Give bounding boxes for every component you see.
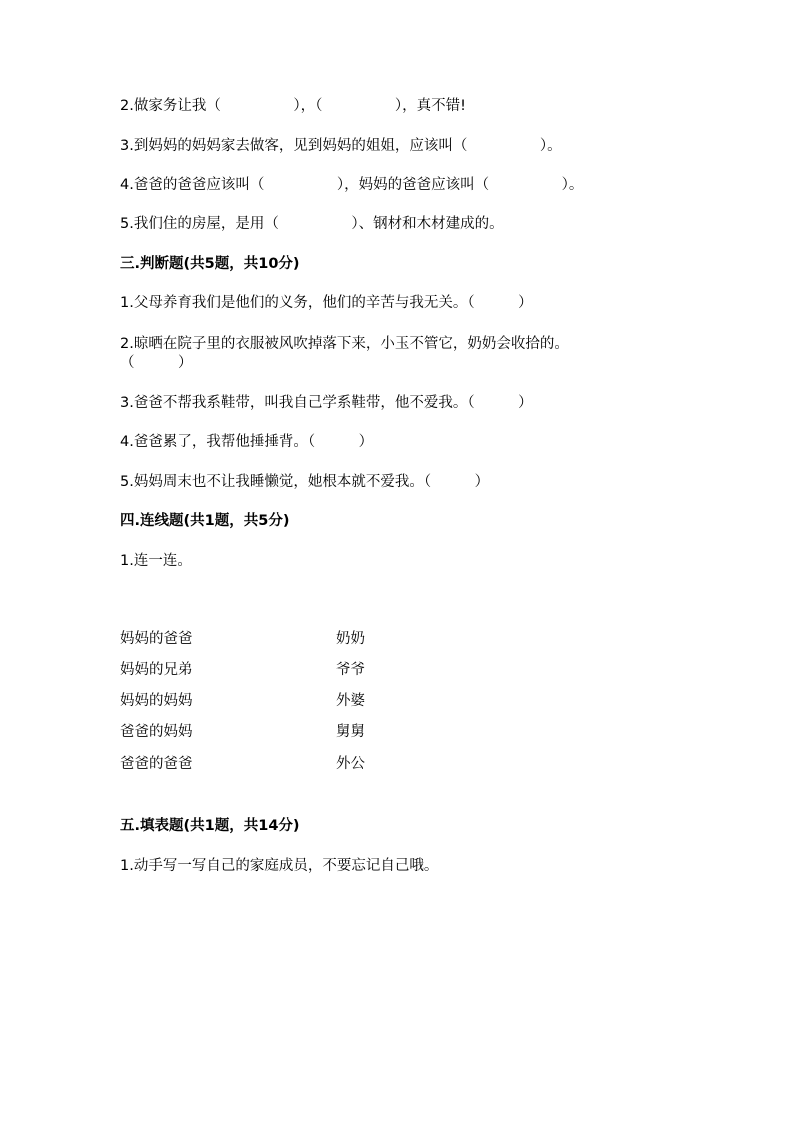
match-right-item: 舅舅 [336,724,365,740]
match-right-item: 外婆 [336,693,365,709]
match-left-item: 妈妈的妈妈 [120,693,193,709]
section-heading-judgement: 三.判断题(共5题，共10分) [120,256,300,272]
match-left-item: 妈妈的兄弟 [120,662,193,678]
section-heading-matching: 四.连线题(共1题，共5分) [120,513,290,529]
judge-question-2-answer: （ ） [120,355,193,371]
judge-question-4: 4.爸爸累了，我帮他捶捶背。（ ） [120,434,374,450]
match-left-item: 爸爸的爸爸 [120,756,193,772]
fill-question-3: 3.到妈妈的妈妈家去做客，见到妈妈的姐姐，应该叫（ ）。 [120,138,562,154]
fill-question-2: 2.做家务让我（ ），（ ），真不错! [120,98,466,114]
matching-prompt: 1.连一连。 [120,553,192,569]
table-prompt: 1.动手写一写自己的家庭成员，不要忘记自己哦。 [120,858,439,874]
match-right-item: 外公 [336,756,365,772]
match-right-item: 奶奶 [336,631,365,647]
fill-question-5: 5.我们住的房屋，是用（ ）、钢材和木材建成的。 [120,216,504,232]
judge-question-5: 5.妈妈周末也不让我睡懒觉，她根本就不爱我。（ ） [120,474,490,490]
judge-question-1: 1.父母养育我们是他们的义务，他们的辛苦与我无关。（ ） [120,295,533,311]
section-heading-table: 五.填表题(共1题，共14分) [120,818,300,834]
match-right-item: 爷爷 [336,662,365,678]
judge-question-3: 3.爸爸不帮我系鞋带，叫我自己学系鞋带，他不爱我。（ ） [120,395,533,411]
match-left-item: 爸爸的妈妈 [120,724,193,740]
judge-question-2: 2.晾晒在院子里的衣服被风吹掉落下来，小玉不管它，奶奶会收拾的。 [120,336,569,352]
fill-question-4: 4.爸爸的爸爸应该叫（ ），妈妈的爸爸应该叫（ ）。 [120,177,584,193]
match-left-item: 妈妈的爸爸 [120,631,193,647]
